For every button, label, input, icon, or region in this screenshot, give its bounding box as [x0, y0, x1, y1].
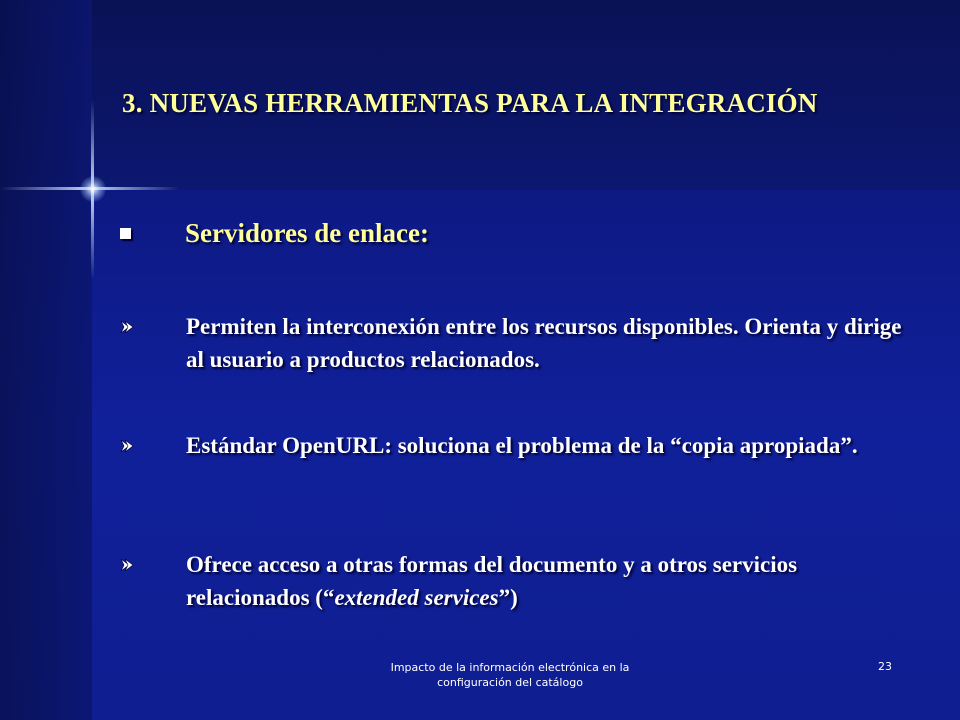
- slide-title: 3. NUEVAS HERRAMIENTAS PARA LA INTEGRACIÓN: [122, 88, 818, 118]
- list-item-text: Estándar OpenURL: soluciona el problema de la “copia apropiada”.: [186, 433, 858, 458]
- arrow-bullet-icon: [118, 310, 140, 343]
- list-item: [118, 548, 908, 614]
- list-item-text: Permiten la interconexión entre los recursos disponibles. Orienta y dirige al usuario a productos relacionados.: [186, 314, 902, 372]
- section-heading-text: Servidores de enlace:: [185, 218, 429, 248]
- list-item: [118, 310, 908, 376]
- list-item-emphasis: extended services: [334, 585, 499, 610]
- arrow-bullet-icon: [118, 548, 140, 581]
- list-item: [118, 429, 908, 462]
- list-item-text: [186, 548, 908, 614]
- arrow-bullet-icon: [118, 429, 140, 462]
- footer-line-2: configuración del catálogo: [437, 676, 583, 689]
- list-item-text-after: ”): [498, 585, 518, 610]
- section-heading: [120, 218, 920, 249]
- square-bullet-icon: [120, 228, 131, 239]
- list-item-text-before: Ofrece acceso a otras formas del documento y a otros servicios relacionados (“: [186, 552, 798, 610]
- footer-line-1: Impacto de la información electrónica en la: [390, 661, 630, 674]
- page-number: 23: [878, 660, 892, 673]
- footer-text: [340, 660, 680, 690]
